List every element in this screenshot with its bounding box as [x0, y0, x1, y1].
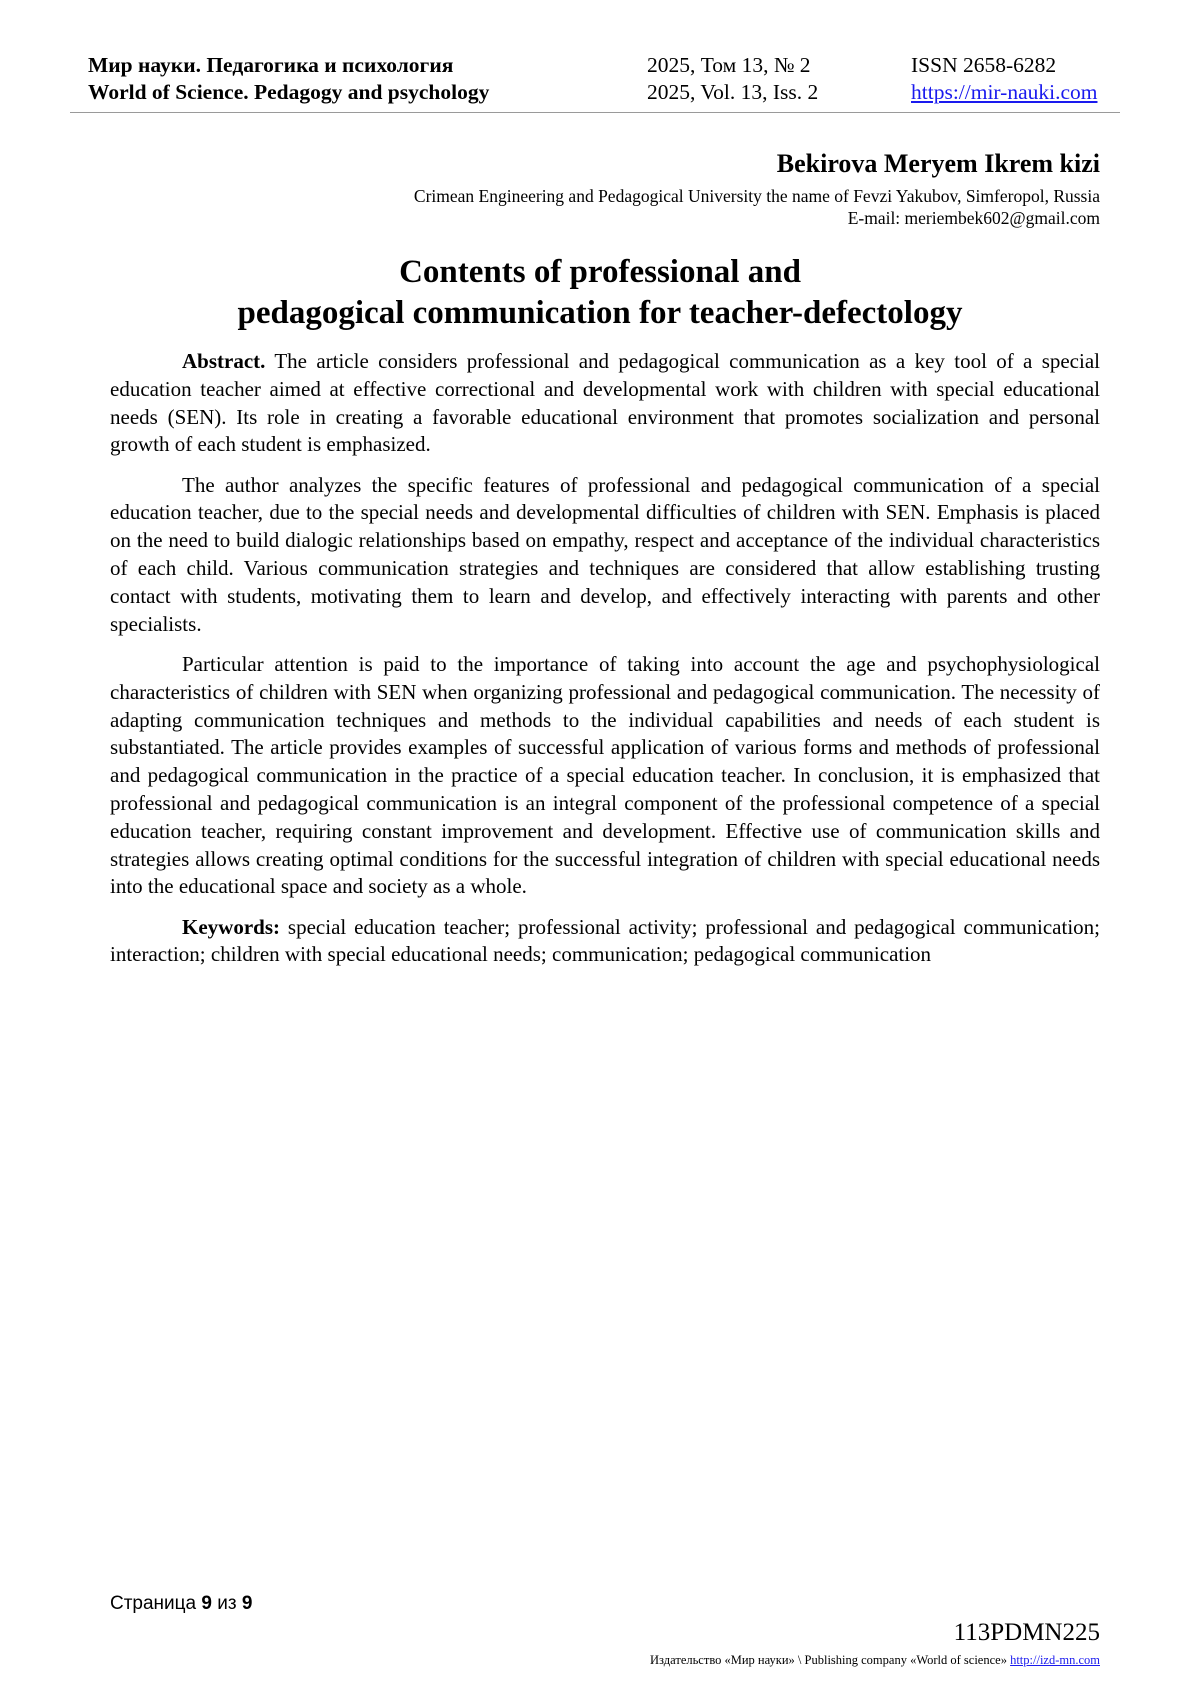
author-block: [414, 148, 1100, 229]
keywords-paragraph: [110, 914, 1100, 970]
abstract-paragraph-1: [110, 348, 1100, 459]
publisher-text: Издательство «Мир науки» \ Publishing company «World of science»: [650, 1653, 1011, 1667]
title-line-2: pedagogical communication for teacher-defectology: [237, 295, 963, 331]
journal-website-link[interactable]: https://mir-nauki.com: [911, 80, 1098, 104]
keywords-text: special education teacher; professional activity; professional and pedagogical communication; interaction; children with special educational needs; communication; pedagogical communication: [110, 914, 1100, 967]
article-title: [100, 252, 1100, 334]
title-line-1: Contents of professional and: [399, 254, 801, 290]
issue-ru: 2025, Том 13, № 2: [647, 53, 811, 77]
abstract-paragraph-3: Particular attention is paid to the importance of taking into account the age and psychophysiological characteristics of children with SEN when organizing professional and pedagogical communication. The necessity of adapting communication techniques and methods to the individual capabilities and needs of each student is substantiated. The article provides examples of successful application of various forms and methods of professional and pedagogical communication in the practice of a special education teacher. In conclusion, it is emphasized that professional and pedagogical communication is an integral component of the professional competence of a special education teacher, requiring constant improvement and development. Effective use of communication skills and strategies allows creating optimal conditions for the successful integration of children with special educational needs into the educational space and society as a whole.: [110, 651, 1100, 899]
page-sep: из: [211, 1593, 242, 1614]
keywords-label: Keywords:: [182, 914, 280, 939]
header-divider: [70, 112, 1120, 113]
issue-en: 2025, Vol. 13, Iss. 2: [647, 80, 819, 104]
header-row-ru: [88, 52, 1118, 79]
author-affiliation: Crimean Engineering and Pedagogical University the name of Fevzi Yakubov, Simferopol, Russia: [413, 186, 1100, 206]
publisher-link[interactable]: http://izd-mn.com: [1010, 1653, 1100, 1667]
abstract-text-1: The article considers professional and pedagogical communication as a key tool of a special education teacher aimed at effective correctional and developmental work with children with special educational needs (SEN). Its role in creating a favorable educational environment that promotes socialization and personal growth of each student is emphasized.: [110, 349, 1100, 457]
author-email: E-mail: meriembek602@gmail.com: [847, 208, 1100, 228]
publisher-line: [650, 1652, 1100, 1668]
article-body: [110, 348, 1100, 982]
abstract-label: Abstract.: [182, 349, 266, 373]
page-prefix: Страница: [110, 1593, 202, 1614]
page-total: 9: [241, 1593, 253, 1614]
abstract-paragraph-2: The author analyzes the specific features of professional and pedagogical communication of a special education teacher, due to the special needs and developmental difficulties of children with SEN. Emphasis is placed on the need to build dialogic relationships based on empathy, respect and acceptance of the individual characteristics of each child. Various communication strategies and techniques are considered that allow establishing trusting contact with students, motivating them to learn and develop, and effectively interacting with parents and other specialists.: [110, 472, 1100, 636]
journal-title-en: World of Science. Pedagogy and psychology: [88, 80, 490, 104]
page-current: 9: [201, 1593, 212, 1614]
journal-title-ru: Мир науки. Педагогика и психология: [88, 53, 454, 77]
author-name: Bekirova Meryem Ikrem kizi: [776, 149, 1100, 178]
page-number: [110, 1592, 252, 1616]
header-row-en: [88, 79, 1118, 106]
issn: ISSN 2658-6282: [911, 53, 1057, 77]
journal-header: [88, 52, 1118, 106]
document-code: 113PDMN225: [953, 1619, 1100, 1646]
